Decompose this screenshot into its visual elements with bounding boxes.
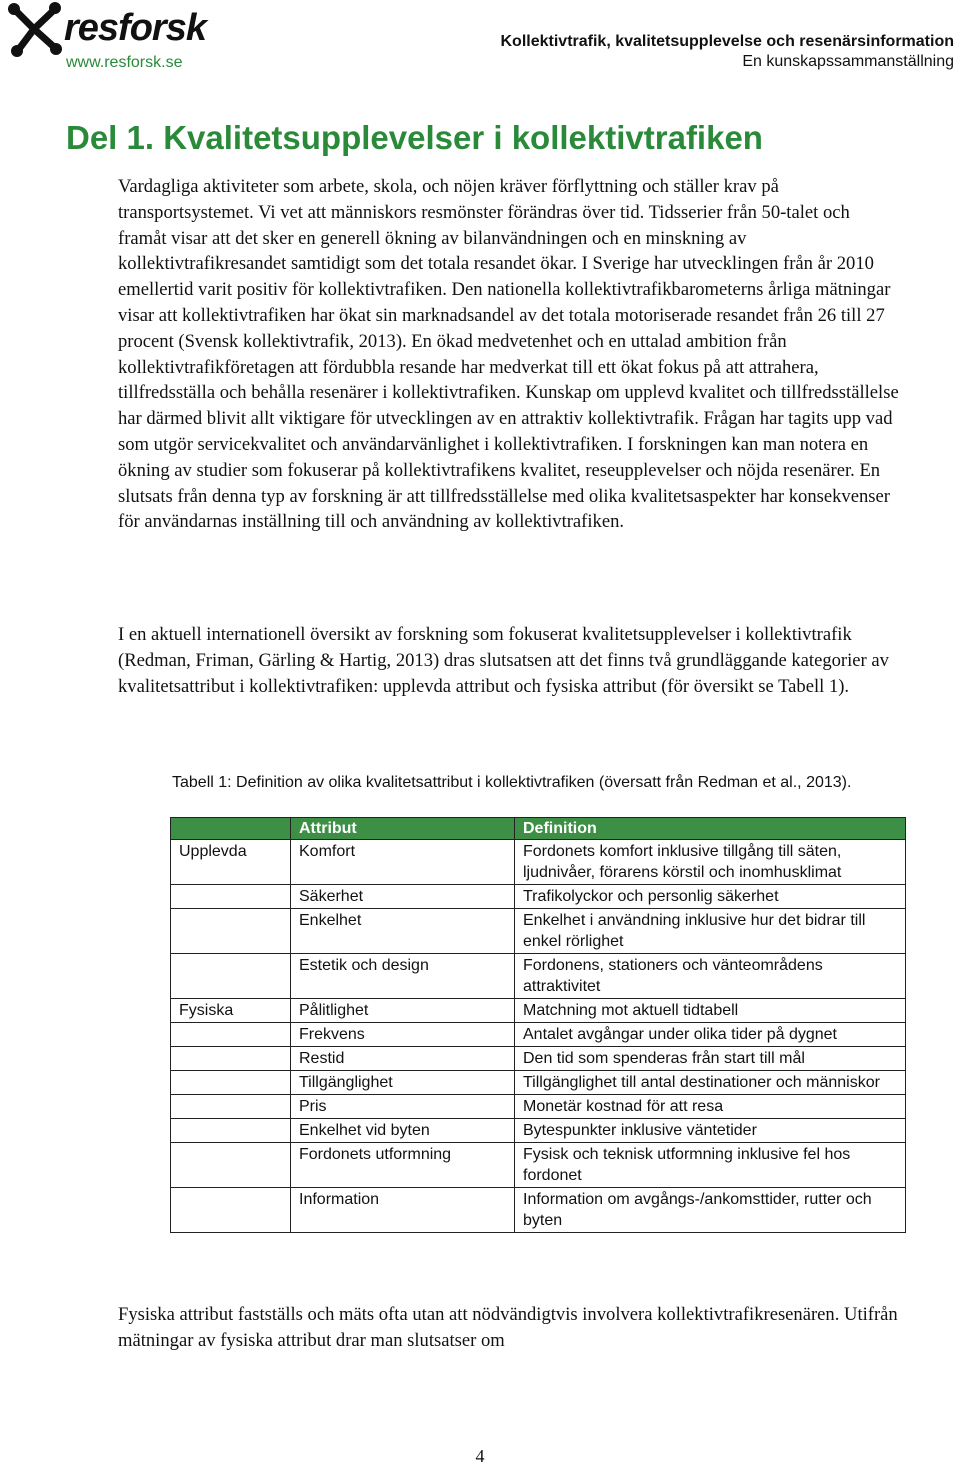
attribute-cell: Estetik och design [291, 954, 515, 999]
category-cell [171, 1143, 291, 1188]
category-cell [171, 954, 291, 999]
attribute-cell: Tillgänglighet [291, 1071, 515, 1095]
category-cell [171, 1023, 291, 1047]
intro-paragraph: Vardagliga aktiviteter som arbete, skola, och nöjen kräver förflyttning och ställer krav på transportsystemet. Vi vet att människors resmönster förändras över tid. Tidsserier från 50-talet och framåt visar att det sker en generell ökning av bilanvändningen och en minskning av kollektivtrafikresandet samtidigt som det totala resandet ökar. I Sverige har utvecklingen från år 2010 emellertid varit positiv för kollektivtrafiken. Den nationella kollektivtrafikbarometerns årliga mätningar visar att kollektivtrafiken har ökat sin marknadsandel av det totala motoriserade resandet från 26 till 27 procent (Svensk kollektivtrafik, 2013). En ökad medvetenhet och en uttalad ambition från kollektivtrafikföretagen att fördubbla resande har medverkat till ett ökat fokus på att attrahera, tillfredsställa och behålla resenärer i kollektivtrafiken. Kunskap om upplevd kvalitet och tillfredsställelse har därmed blivit allt viktigare för utvecklingen av en attraktiv kollektivtrafik. Frågan har tagits upp vad som utgör servicekvalitet och användarvänlighet i kollektivtrafiken. I forskningen kan man notera en ökning av studier som fokuserar på kollektivtrafikens kvalitet, reseupplevelser och nöjda resenärer. En slutsats från denna typ av forskning är att tillfredsställelse med olika kvalitetsaspekter har konsekvenser för användarnas inställning till och användning av kollektivtrafiken. [118, 176, 899, 533]
table-row [171, 1023, 906, 1047]
overview-paragraph: I en aktuell internationell översikt av forskning som fokuserat kvalitetsupplevelser i kollektivtrafik (Redman, Friman, Gärling & Hartig, 2013) dras slutsatsen att det finns två grundläggande kategorier av kvalitetsattribut i kollektivtrafiken: upplevda attribut och fysiska attribut (för översikt se Tabell 1). [118, 624, 889, 697]
table-row [171, 1143, 906, 1188]
definition-cell: Monetär kostnad för att resa [515, 1095, 906, 1119]
table-row [171, 1047, 906, 1071]
definition-cell: Fordonets komfort inklusive tillgång till säten, ljudnivåer, förarens körstil och inomhusklimat [515, 840, 906, 885]
table-caption: Tabell 1: Definition av olika kvalitetsattribut i kollektivtrafiken (översatt från Redman et al., 2013). [172, 774, 852, 791]
attribute-cell: Frekvens [291, 1023, 515, 1047]
table-row [171, 840, 906, 885]
category-cell: Upplevda [171, 840, 291, 885]
table-row [171, 954, 906, 999]
table-row [171, 1095, 906, 1119]
attribute-cell: Information [291, 1188, 515, 1233]
definition-cell: Trafikolyckor och personlig säkerhet [515, 885, 906, 909]
attribute-cell: Pålitlighet [291, 999, 515, 1023]
category-cell [171, 1071, 291, 1095]
definition-cell: Tillgänglighet till antal destinationer och människor [515, 1071, 906, 1095]
category-cell [171, 885, 291, 909]
attribute-cell: Restid [291, 1047, 515, 1071]
header-document-subtitle: En kunskapssammanställning [742, 53, 954, 70]
table-row [171, 885, 906, 909]
logo-wordmark: resforsk [64, 7, 206, 49]
category-cell [171, 1188, 291, 1233]
molecule-logo-icon [4, 2, 64, 58]
page-number: 4 [475, 1446, 485, 1466]
table-row [171, 1119, 906, 1143]
section-title: Del 1. Kvalitetsupplevelser i kollektivtrafiken [66, 119, 763, 156]
attribute-cell: Pris [291, 1095, 515, 1119]
definition-cell: Fordonens, stationers och vänteområdens attraktivitet [515, 954, 906, 999]
attribute-cell: Enkelhet vid byten [291, 1119, 515, 1143]
attribute-cell: Komfort [291, 840, 515, 885]
resforsk-logo [4, 2, 244, 58]
attribute-cell: Säkerhet [291, 885, 515, 909]
definition-cell: Information om avgångs-/ankomsttider, rutter och byten [515, 1188, 906, 1233]
definition-cell: Fysisk och teknisk utformning inklusive fel hos fordonet [515, 1143, 906, 1188]
quality-attributes-table [170, 817, 906, 1233]
table-row [171, 999, 906, 1023]
category-cell: Fysiska [171, 999, 291, 1023]
header-document-info [501, 32, 955, 72]
attribute-cell: Fordonets utformning [291, 1143, 515, 1188]
table-row [171, 1071, 906, 1095]
table-header-cell: Definition [515, 818, 906, 840]
definition-cell: Den tid som spenderas från start till mål [515, 1047, 906, 1071]
definition-cell: Matchning mot aktuell tidtabell [515, 999, 906, 1023]
attribute-cell: Enkelhet [291, 909, 515, 954]
category-cell [171, 1119, 291, 1143]
table-row [171, 1188, 906, 1233]
category-cell [171, 1095, 291, 1119]
category-cell [171, 909, 291, 954]
definition-cell: Bytespunkter inklusive väntetider [515, 1119, 906, 1143]
physical-attributes-paragraph: Fysiska attribut fastställs och mäts ofta utan att nödvändigtvis involvera kollektivtrafikresenären. Utifrån mätningar av fysiska attribut drar man slutsatser om [118, 1304, 898, 1351]
table-header-cell: Attribut [291, 818, 515, 840]
header-document-title: Kollektivtrafik, kvalitetsupplevelse och resenärsinformation [500, 33, 954, 50]
definition-cell: Enkelhet i användning inklusive hur det bidrar till enkel rörlighet [515, 909, 906, 954]
page-header [0, 0, 960, 80]
table-header-row [171, 818, 906, 840]
table-body [171, 818, 906, 1233]
category-cell [171, 1047, 291, 1071]
table-row [171, 909, 906, 954]
definition-cell: Antalet avgångar under olika tider på dygnet [515, 1023, 906, 1047]
site-link[interactable]: www.resforsk.se [66, 54, 183, 71]
table-header-cell [171, 818, 291, 840]
